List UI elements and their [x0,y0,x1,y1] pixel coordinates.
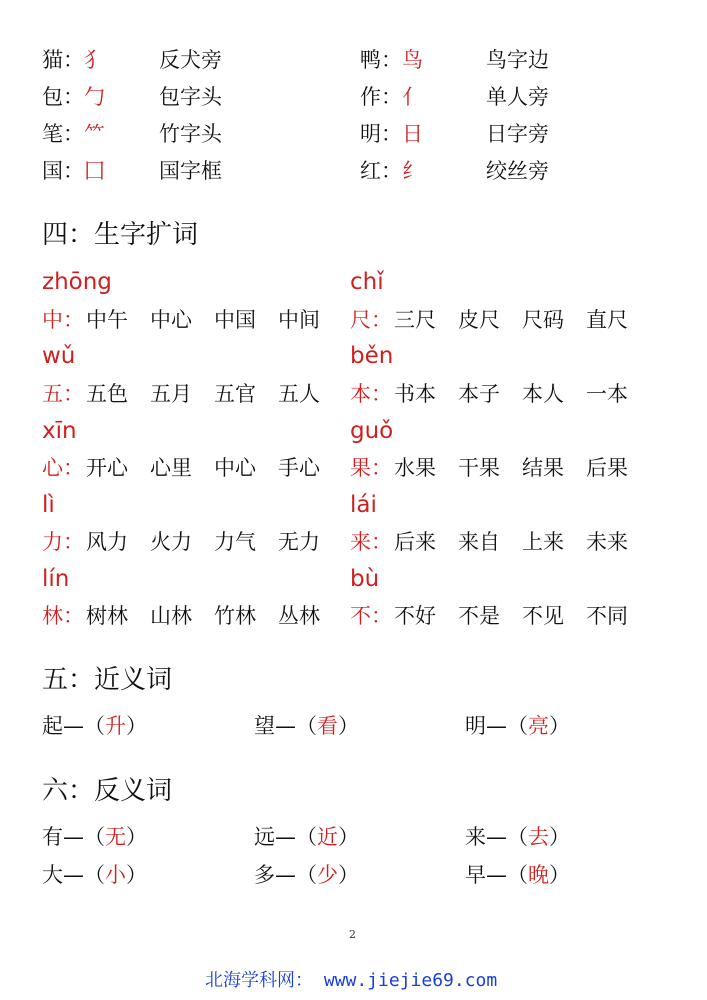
radical-name: 鸟字边 [486,48,549,72]
radical-name: 日字旁 [486,122,549,146]
word: 不见 [522,604,564,628]
antonym-pair: 来—（去） [465,825,570,849]
word: 竹林 [214,604,256,628]
word: 不同 [586,604,628,628]
word: 三尺 [394,308,436,332]
word-row: 果： [350,456,392,480]
word: 手心 [278,456,320,480]
word-row: 心： [42,456,84,480]
word: 不好 [394,604,436,628]
section-4-title: 四：生字扩词 [42,220,199,250]
word: 火力 [150,530,192,554]
word: 本人 [522,382,564,406]
synonym-pair: 起—（升） [42,714,147,738]
word: 无力 [278,530,320,554]
word-row: 不： [350,604,392,628]
word: 后来 [394,530,436,554]
footer-website-link[interactable]: 北海学科网： www.jiejie69.com [205,970,498,991]
word-row: 林： [42,604,84,628]
pinyin: bù [350,566,380,592]
section-5-title: 五：近义词 [42,665,173,695]
radical-name: 反犬旁 [159,48,222,72]
word-row: 来： [350,530,392,554]
word: 皮尺 [458,308,500,332]
synonym-pair: 明—（亮） [465,714,570,738]
pinyin: wǔ [42,343,76,369]
word: 尺码 [522,308,564,332]
antonym-pair: 多—（少） [254,863,359,887]
antonym-pair: 有—（无） [42,825,147,849]
word-row: 尺： [350,308,392,332]
antonym-pair: 远—（近） [254,825,359,849]
word: 一本 [586,382,628,406]
radical-name: 竹字头 [159,122,222,146]
radical-name: 包字头 [159,85,222,109]
radical-name: 绞丝旁 [486,159,549,183]
word: 风力 [86,530,128,554]
page-number: 2 [349,928,356,941]
word: 开心 [86,456,128,480]
word-row: 力： [42,530,84,554]
word: 直尺 [586,308,628,332]
radical-row: 作：亻 [360,85,423,109]
word-row: 五： [42,382,84,406]
pinyin: běn [350,343,394,369]
radical-name: 国字框 [159,159,222,183]
word: 五人 [278,382,320,406]
word: 心里 [150,456,192,480]
synonym-pair: 望—（看） [254,714,359,738]
word: 不是 [458,604,500,628]
word: 五月 [150,382,192,406]
pinyin: chǐ [350,269,384,295]
pinyin: lái [350,492,377,518]
radical-name: 单人旁 [486,85,549,109]
word-row: 本： [350,382,392,406]
word: 中国 [214,308,256,332]
word: 中心 [214,456,256,480]
word: 本子 [458,382,500,406]
pinyin: lì [42,492,55,518]
pinyin: guǒ [350,418,394,444]
word: 来自 [458,530,500,554]
word: 干果 [458,456,500,480]
word: 水果 [394,456,436,480]
radical-row: 红：纟 [360,159,423,183]
word: 山林 [150,604,192,628]
radical-row: 笔：⺮ [42,122,105,146]
radical-row: 明：日 [360,122,423,146]
word: 中心 [150,308,192,332]
antonym-pair: 大—（小） [42,863,147,887]
section-6-title: 六：反义词 [42,776,173,806]
word: 未来 [586,530,628,554]
word: 后果 [586,456,628,480]
radical-row: 鸭：鸟 [360,48,423,72]
radical-row: 猫：犭 [42,48,105,72]
word: 结果 [522,456,564,480]
word: 书本 [394,382,436,406]
pinyin: zhōng [42,269,112,295]
radical-row: 包：勹 [42,85,105,109]
word: 力气 [214,530,256,554]
antonym-pair: 早—（晚） [465,863,570,887]
pinyin: lín [42,566,70,592]
word: 上来 [522,530,564,554]
pinyin: xīn [42,418,77,444]
word: 中午 [86,308,128,332]
word: 丛林 [278,604,320,628]
word: 树林 [86,604,128,628]
word: 五色 [86,382,128,406]
word: 五官 [214,382,256,406]
word: 中间 [278,308,320,332]
word-row: 中： [42,308,84,332]
radical-row: 国：囗 [42,159,105,183]
